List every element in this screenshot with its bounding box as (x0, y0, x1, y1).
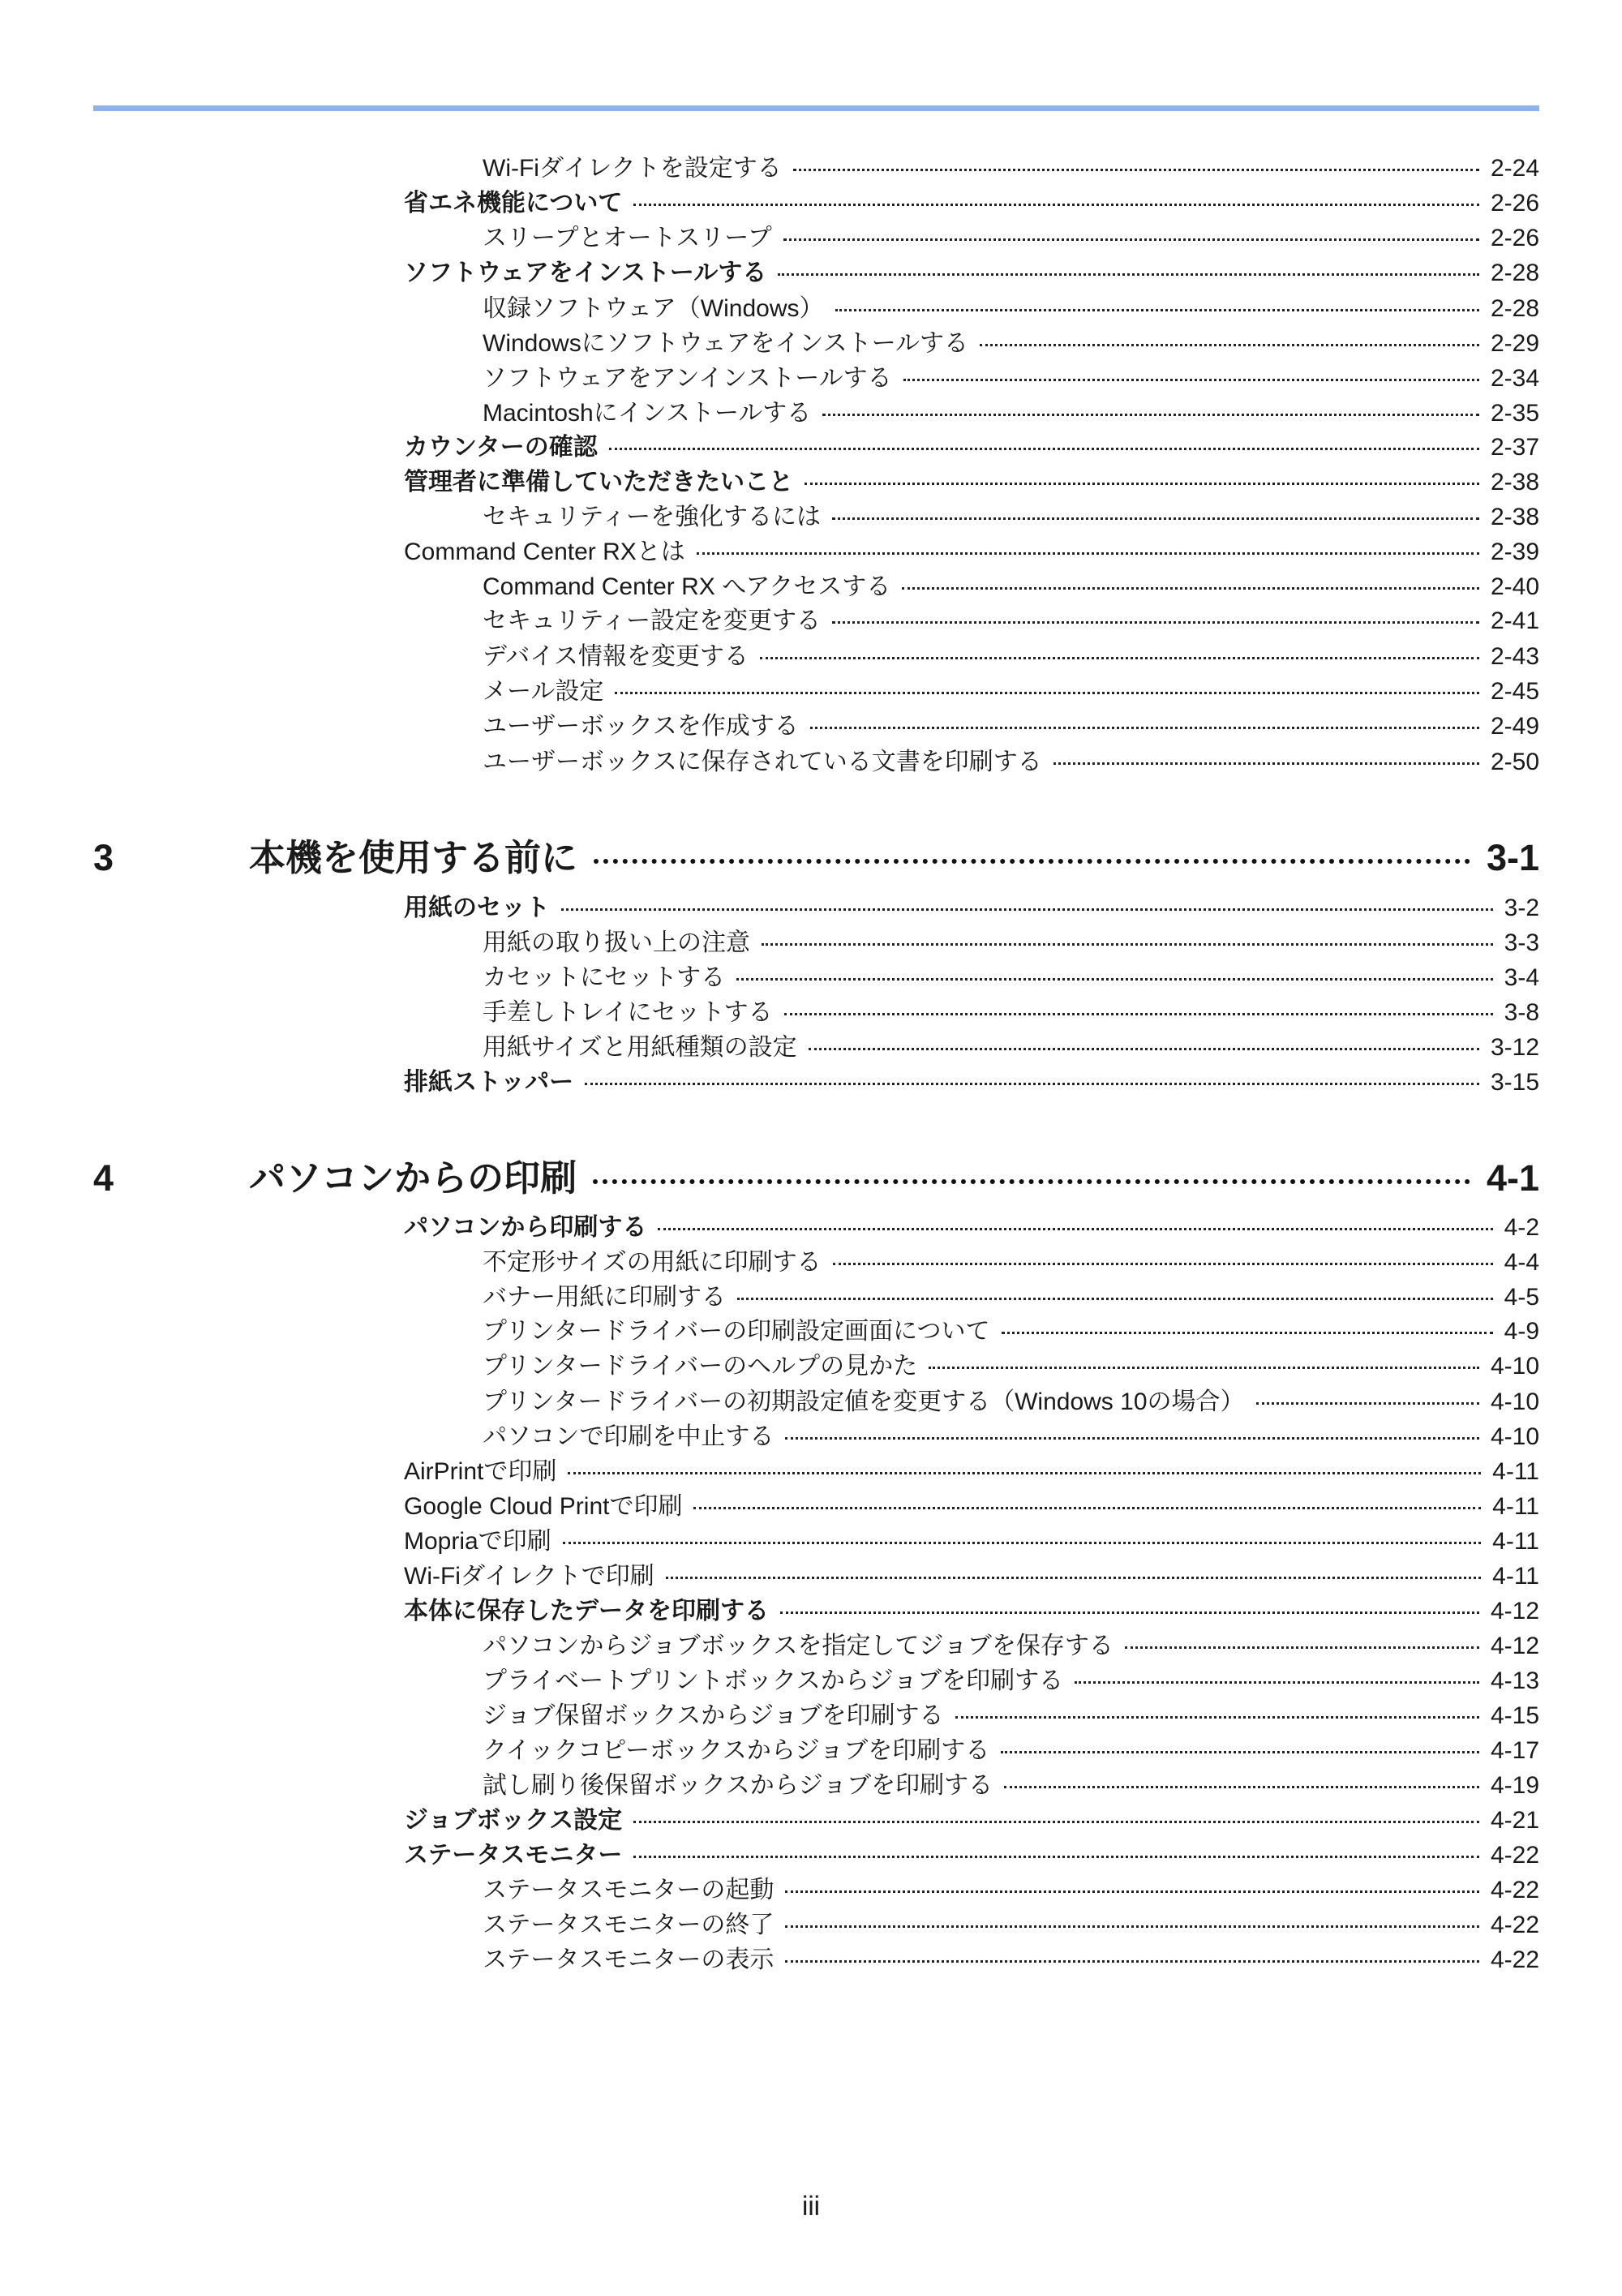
chapter-number: 3 (93, 837, 114, 878)
toc-section-entry[interactable] (0, 892, 1622, 925)
toc-subsection-entry[interactable] (0, 1874, 1622, 1907)
entry-page-number: 4-21 (1490, 1807, 1539, 1834)
dot-leader (902, 582, 1479, 590)
dot-leader (805, 478, 1479, 485)
entry-title: 用紙のセット (404, 895, 550, 921)
dot-leader (693, 1502, 1481, 1509)
entry-title: パソコンから印刷する (404, 1214, 647, 1241)
entry-title: 試し刷り後保留ボックスからジョブを印刷する (483, 1772, 993, 1799)
toc-subsection-entry[interactable] (0, 1032, 1622, 1064)
entry-page-number: 2-39 (1490, 539, 1539, 565)
dot-leader (980, 339, 1479, 346)
toc-chapter-heading[interactable] (0, 835, 1622, 881)
entry-page-number: 3-1 (1486, 837, 1539, 878)
toc-subsection-entry[interactable] (0, 1247, 1622, 1279)
entry-title: Windowsにソフトウェアをインストールする (483, 330, 968, 357)
dot-leader (783, 234, 1479, 241)
dot-leader (609, 443, 1479, 450)
toc-section-entry[interactable] (0, 1560, 1622, 1593)
dot-leader (780, 1607, 1479, 1614)
entry-title: プリンタードライバーの印刷設定画面について (483, 1318, 990, 1345)
entry-page-number: 4-9 (1504, 1318, 1539, 1345)
toc-section-entry[interactable] (0, 536, 1622, 569)
toc-subsection-entry[interactable] (0, 1630, 1622, 1663)
entry-title: 不定形サイズの用紙に印刷する (483, 1249, 822, 1276)
toc-subsection-entry[interactable] (0, 1350, 1622, 1383)
toc-subsection-entry[interactable] (0, 1386, 1622, 1418)
toc-section-entry[interactable] (0, 1066, 1622, 1099)
toc-section-entry[interactable] (0, 1805, 1622, 1837)
dot-leader (760, 652, 1479, 659)
dot-leader (785, 1955, 1479, 1963)
dot-leader (903, 374, 1479, 381)
toc-subsection-entry[interactable] (0, 1735, 1622, 1767)
toc-subsection-entry[interactable] (0, 293, 1622, 325)
entry-page-number: 2-43 (1490, 643, 1539, 670)
entry-title: 用紙の取り扱い上の注意 (483, 929, 750, 956)
toc-subsection-entry[interactable] (0, 676, 1622, 708)
toc-subsection-entry[interactable] (0, 746, 1622, 779)
dot-leader (784, 1008, 1493, 1015)
entry-page-number: 4-22 (1490, 1877, 1539, 1903)
page-number: iii (802, 2191, 820, 2221)
entry-title: セキュリティーを強化するには (483, 504, 821, 530)
entry-title: プリンタードライバーのヘルプの見かた (483, 1353, 918, 1380)
toc-subsection-entry[interactable] (0, 1770, 1622, 1802)
toc-section-entry[interactable] (0, 1526, 1622, 1558)
toc-section-entry[interactable] (0, 1595, 1622, 1628)
entry-title: 用紙サイズと用紙種類の設定 (483, 1034, 797, 1061)
entry-page-number: 4-22 (1490, 1946, 1539, 1973)
entry-page-number: 4-12 (1490, 1598, 1539, 1624)
entry-page-number: 4-22 (1490, 1842, 1539, 1869)
dot-leader (737, 1293, 1493, 1300)
entry-page-number: 4-17 (1490, 1737, 1539, 1764)
dot-leader (585, 1078, 1479, 1085)
dot-leader (594, 852, 1470, 864)
toc-subsection-entry[interactable] (0, 222, 1622, 255)
toc-subsection-entry[interactable] (0, 571, 1622, 603)
entry-title: 排紙ストッパー (404, 1069, 574, 1096)
toc-subsection-entry[interactable] (0, 397, 1622, 430)
entry-page-number: 4-22 (1490, 1912, 1539, 1938)
entry-title: ユーザーボックスに保存されている文書を印刷する (483, 749, 1042, 775)
toc-subsection-entry[interactable] (0, 997, 1622, 1029)
entry-page-number: 4-11 (1492, 1528, 1539, 1555)
entry-title: パソコンで印刷を中止する (483, 1423, 775, 1450)
entry-page-number: 4-12 (1490, 1633, 1539, 1659)
dot-leader (785, 1920, 1479, 1928)
entry-title: Wi-Fiダイレクトで印刷 (404, 1563, 654, 1590)
toc-chapter-heading[interactable] (0, 1156, 1622, 1201)
toc-section-entry[interactable] (0, 1491, 1622, 1523)
entry-page-number: 4-5 (1504, 1284, 1539, 1311)
dot-leader (1125, 1642, 1479, 1649)
entry-page-number: 4-11 (1492, 1458, 1539, 1485)
entry-title: プライベートプリントボックスからジョブを印刷する (483, 1667, 1064, 1694)
entry-title: Command Center RXとは (404, 539, 685, 565)
entry-page-number: 2-40 (1490, 573, 1539, 600)
dot-leader (1002, 1327, 1493, 1334)
dot-leader (615, 687, 1479, 694)
entry-page-number: 2-45 (1490, 678, 1539, 705)
entry-title: Command Center RX へアクセスする (483, 573, 891, 600)
dot-leader (810, 722, 1479, 729)
toc-subsection-entry[interactable] (0, 1281, 1622, 1314)
entry-page-number: 2-26 (1490, 190, 1539, 217)
dot-leader (762, 938, 1493, 946)
entry-page-number: 2-37 (1490, 434, 1539, 461)
toc-subsection-entry[interactable] (0, 1909, 1622, 1942)
entry-title: Mopriaで印刷 (404, 1528, 551, 1555)
toc-subsection-entry[interactable] (0, 962, 1622, 994)
entry-title: パソコンからジョブボックスを指定してジョブを保存する (483, 1633, 1114, 1659)
dot-leader (778, 268, 1479, 276)
toc-section-entry[interactable] (0, 257, 1622, 290)
entry-title: ジョブ保留ボックスからジョブを印刷する (483, 1702, 944, 1729)
dot-leader (785, 1886, 1479, 1893)
dot-leader (561, 903, 1493, 911)
dot-leader (1004, 1781, 1479, 1788)
entry-page-number: 2-26 (1490, 225, 1539, 251)
toc-subsection-entry[interactable] (0, 152, 1622, 185)
dot-leader (568, 1467, 1481, 1474)
dot-leader (1001, 1746, 1479, 1753)
entry-title: ジョブボックス設定 (404, 1807, 623, 1834)
dot-leader (835, 304, 1479, 311)
entry-page-number: 4-13 (1490, 1667, 1539, 1694)
entry-page-number: 2-38 (1490, 504, 1539, 530)
entry-title: カウンターの確認 (404, 434, 598, 461)
entry-title: ソフトウェアをアンインストールする (483, 365, 892, 392)
dot-leader (832, 513, 1479, 520)
toc-subsection-entry[interactable] (0, 1665, 1622, 1697)
entry-title: カセットにセットする (483, 964, 726, 991)
entry-page-number: 2-35 (1490, 400, 1539, 427)
toc-subsection-entry[interactable] (0, 1700, 1622, 1732)
entry-title: ステータスモニターの起動 (483, 1877, 775, 1903)
entry-page-number: 3-12 (1490, 1034, 1539, 1061)
toc-section-entry[interactable] (0, 1839, 1622, 1872)
toc-subsection-entry[interactable] (0, 710, 1622, 743)
entry-title: ステータスモニターの表示 (483, 1946, 775, 1973)
entry-title: ソフトウェアをインストールする (404, 260, 767, 286)
dot-leader (633, 1851, 1479, 1858)
toc-subsection-entry[interactable] (0, 363, 1622, 395)
entry-title: デバイス情報を変更する (483, 643, 749, 670)
toc-subsection-entry[interactable] (0, 1315, 1622, 1348)
entry-page-number: 2-50 (1490, 749, 1539, 775)
entry-title: ユーザーボックスを作成する (483, 713, 799, 740)
dot-leader (563, 1537, 1481, 1544)
entry-page-number: 2-28 (1490, 260, 1539, 286)
dot-leader (633, 199, 1479, 206)
entry-title: クイックコピーボックスからジョブを印刷する (483, 1737, 990, 1764)
entry-title: 本機を使用する前に (249, 837, 578, 878)
entry-title: バナー用紙に印刷する (483, 1284, 726, 1311)
dot-leader (736, 973, 1493, 981)
dot-leader (955, 1711, 1479, 1719)
entry-page-number: 4-15 (1490, 1702, 1539, 1729)
entry-page-number: 4-11 (1492, 1493, 1539, 1520)
entry-page-number: 2-24 (1490, 155, 1539, 182)
entry-title: メール設定 (483, 678, 604, 705)
dot-leader (593, 1173, 1470, 1184)
entry-page-number: 3-8 (1504, 999, 1539, 1026)
entry-title: Wi-Fiダイレクトを設定する (483, 155, 782, 182)
entry-page-number: 2-34 (1490, 365, 1539, 392)
entry-page-number: 2-41 (1490, 607, 1539, 634)
entry-title: AirPrintで印刷 (404, 1458, 557, 1485)
entry-title: 管理者に準備していただきたいこと (404, 469, 793, 496)
entry-title: Macintoshにインストールする (483, 400, 812, 427)
dot-leader (658, 1223, 1492, 1230)
toc-subsection-entry[interactable] (0, 1421, 1622, 1453)
entry-page-number: 4-1 (1486, 1157, 1539, 1199)
entry-title: スリープとオートスリープ (483, 225, 772, 251)
toc-subsection-entry[interactable] (0, 1944, 1622, 1976)
entry-title: 省エネ機能について (404, 190, 623, 217)
entry-page-number: 2-49 (1490, 713, 1539, 740)
entry-title: 収録ソフトウェア（Windows） (483, 295, 824, 322)
entry-page-number: 4-2 (1504, 1214, 1539, 1241)
entry-page-number: 4-10 (1490, 1388, 1539, 1415)
dot-leader (1053, 757, 1479, 765)
dot-leader (697, 547, 1479, 555)
entry-page-number: 4-10 (1490, 1423, 1539, 1450)
toc-subsection-entry[interactable] (0, 605, 1622, 637)
entry-page-number: 2-38 (1490, 469, 1539, 496)
entry-title: 本体に保存したデータを印刷する (404, 1598, 769, 1624)
entry-page-number: 4-11 (1492, 1563, 1539, 1590)
toc-section-entry[interactable] (0, 1212, 1622, 1244)
entry-page-number: 4-10 (1490, 1353, 1539, 1380)
toc-subsection-entry[interactable] (0, 328, 1622, 360)
dot-leader (1256, 1397, 1479, 1405)
entry-page-number: 3-3 (1504, 929, 1539, 956)
entry-title: セキュリティー設定を変更する (483, 607, 821, 634)
entry-page-number: 3-2 (1504, 895, 1539, 921)
dot-leader (785, 1432, 1479, 1440)
toc-section-entry[interactable] (0, 1456, 1622, 1488)
entry-page-number: 3-4 (1504, 964, 1539, 991)
header-rule (93, 105, 1539, 111)
entry-title: プリンタードライバーの初期設定値を変更する（Windows 10の場合） (483, 1388, 1245, 1415)
dot-leader (809, 1043, 1479, 1050)
entry-page-number: 4-4 (1504, 1249, 1539, 1276)
dot-leader (822, 409, 1479, 416)
entry-page-number: 2-28 (1490, 295, 1539, 322)
entry-page-number: 2-29 (1490, 330, 1539, 357)
toc-subsection-entry[interactable] (0, 641, 1622, 673)
entry-title: ステータスモニター (404, 1842, 623, 1869)
toc-section-entry[interactable] (0, 431, 1622, 464)
entry-page-number: 3-15 (1490, 1069, 1539, 1096)
entry-title: ステータスモニターの終了 (483, 1912, 775, 1938)
entry-title: パソコンからの印刷 (249, 1157, 577, 1199)
dot-leader (793, 164, 1479, 171)
dot-leader (929, 1362, 1479, 1369)
toc-section-entry[interactable] (0, 466, 1622, 499)
chapter-number: 4 (93, 1157, 114, 1199)
dot-leader (832, 616, 1479, 624)
dot-leader (666, 1572, 1481, 1579)
dot-leader (633, 1816, 1479, 1823)
entry-page-number: 4-19 (1490, 1772, 1539, 1799)
dot-leader (1075, 1676, 1479, 1684)
entry-title: Google Cloud Printで印刷 (404, 1493, 683, 1520)
dot-leader (833, 1258, 1493, 1265)
toc-subsection-entry[interactable] (0, 501, 1622, 534)
entry-title: 手差しトレイにセットする (483, 999, 773, 1026)
toc-section-entry[interactable] (0, 187, 1622, 220)
toc-subsection-entry[interactable] (0, 927, 1622, 959)
